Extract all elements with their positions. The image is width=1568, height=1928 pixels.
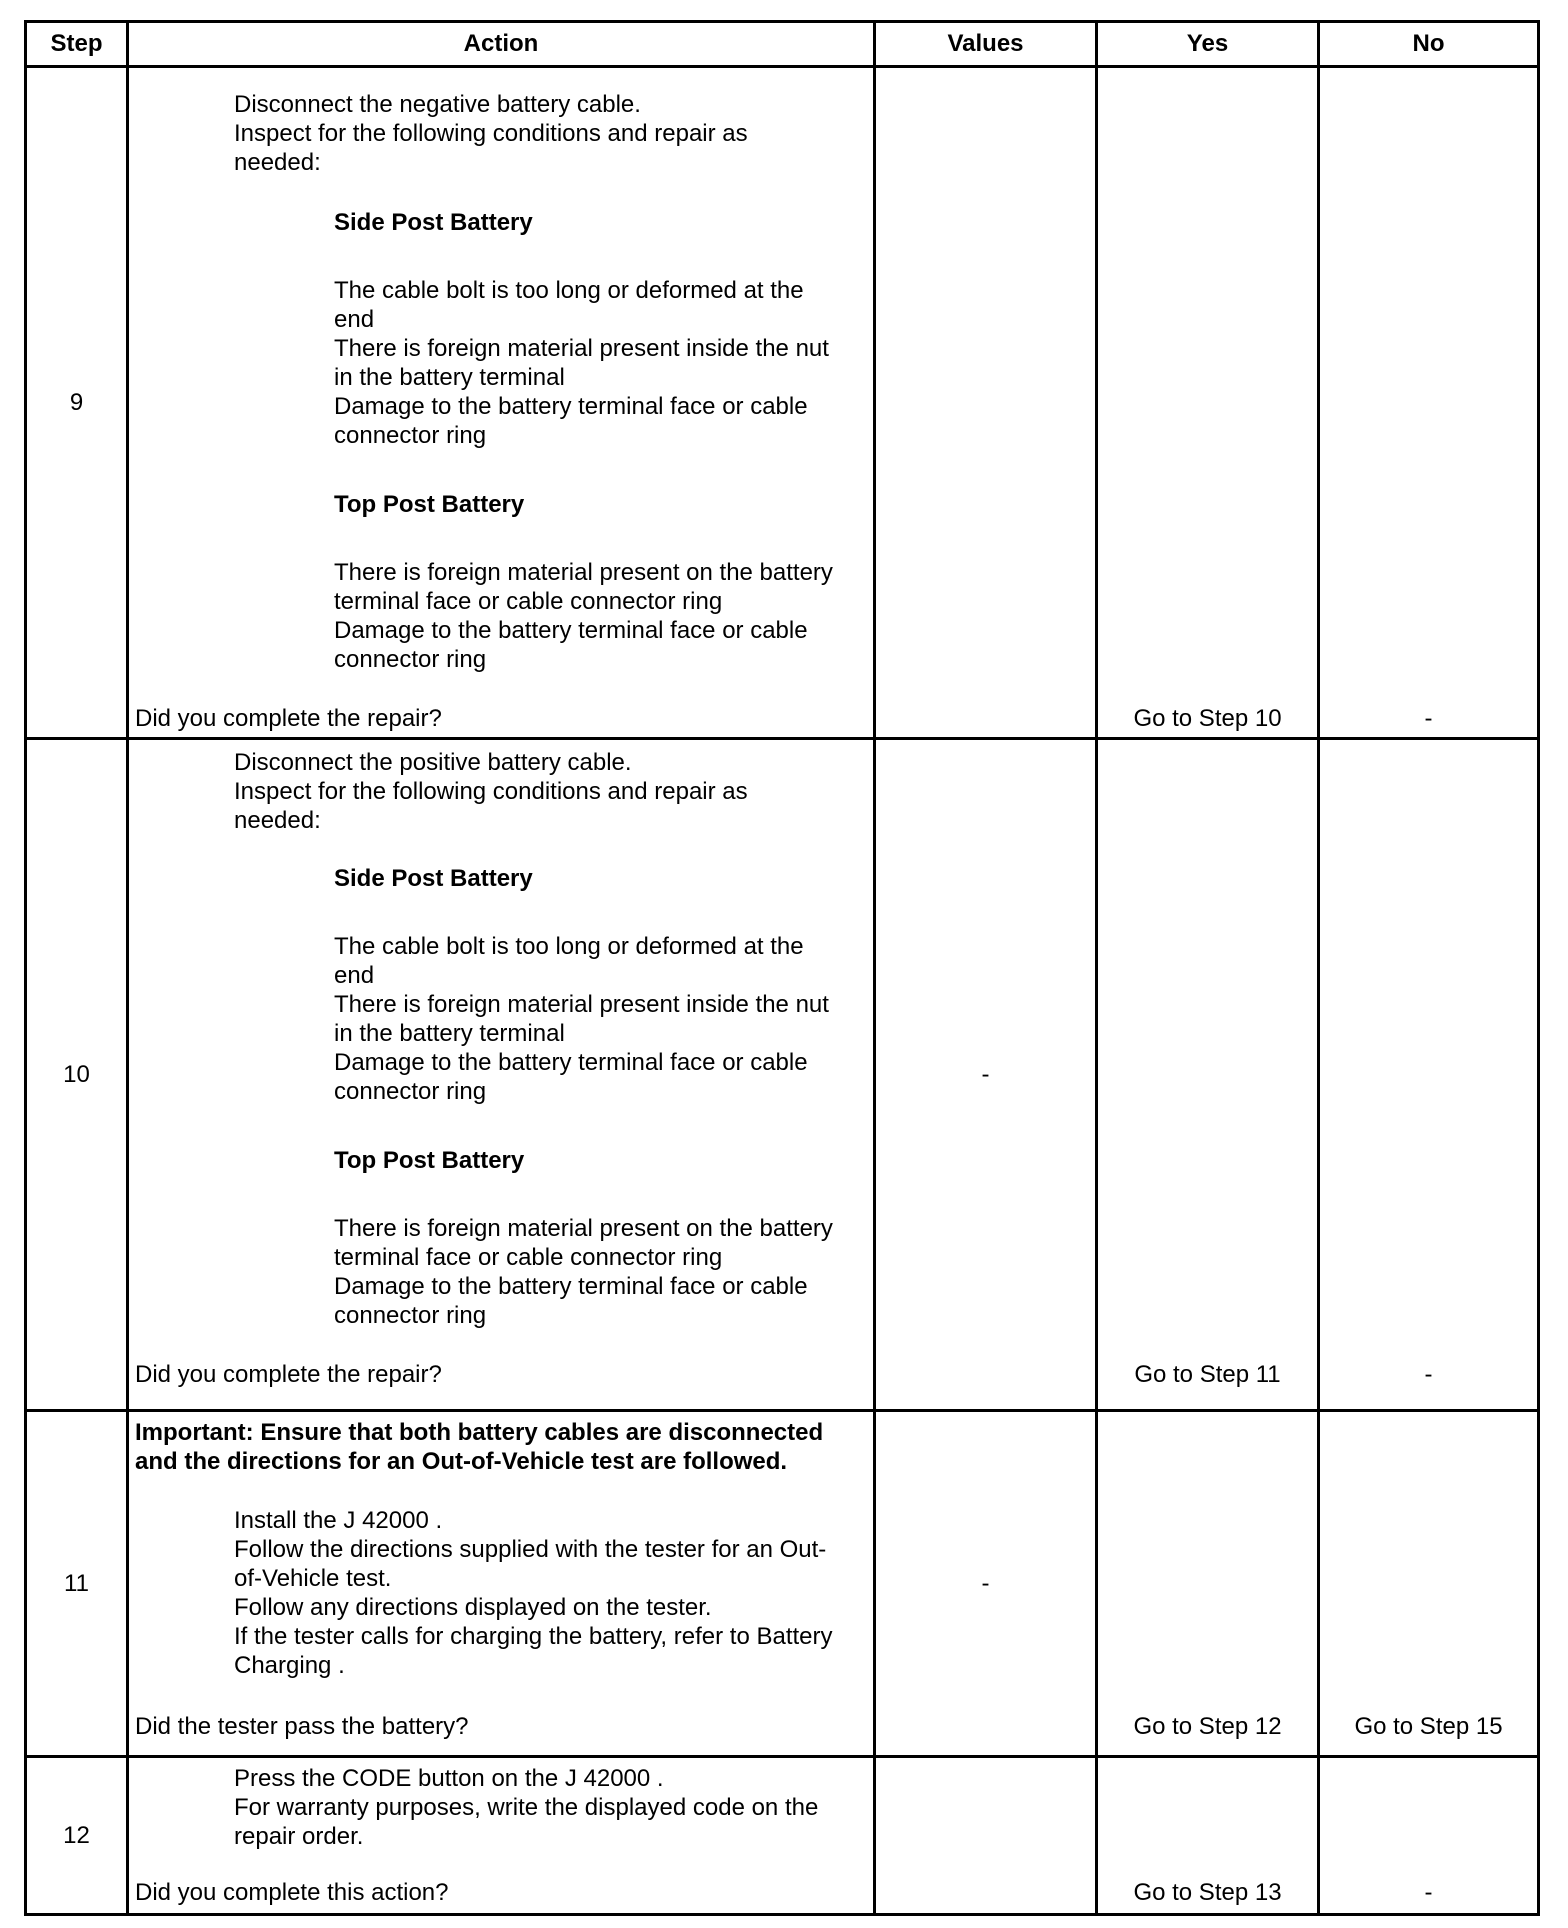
values-cell <box>876 1758 1098 1913</box>
table-header-row <box>27 23 1537 68</box>
table-row <box>27 1758 1537 1913</box>
condition-line: Damage to the battery terminal face or cable <box>334 1049 808 1076</box>
condition-line: in the battery terminal <box>334 364 565 391</box>
section-heading: Top Post Battery <box>334 491 525 518</box>
condition-line: end <box>334 306 375 333</box>
action-intro <box>234 90 748 177</box>
action-cell <box>129 68 876 737</box>
instruction-line: For warranty purposes, write the displayed code on the <box>234 1794 819 1821</box>
yes-action: Go to Step 12 <box>1133 1713 1282 1740</box>
condition-line: There is foreign material present on the battery <box>334 559 833 586</box>
condition-line: Damage to the battery terminal face or cable <box>334 617 808 644</box>
condition-line: Damage to the battery terminal face or cable <box>334 393 808 420</box>
instruction-line: Follow any directions displayed on the tester. <box>234 1594 712 1621</box>
instruction-line: repair order. <box>234 1823 364 1850</box>
important-line: Important: Ensure that both battery cables are disconnected <box>135 1419 824 1446</box>
step-number: 10 <box>27 740 129 1409</box>
condition-line: in the battery terminal <box>334 1020 565 1047</box>
condition-line: connector ring <box>334 1302 487 1329</box>
condition-list <box>334 932 829 1106</box>
header-values: Values <box>876 23 1098 65</box>
question: Did you complete the repair? <box>135 705 442 732</box>
question: Did the tester pass the battery? <box>135 1713 469 1740</box>
action-line: Disconnect the positive battery cable. <box>234 749 632 776</box>
step-number: 12 <box>27 1758 129 1913</box>
action-line: needed: <box>234 149 321 176</box>
condition-line: connector ring <box>334 646 487 673</box>
condition-line: The cable bolt is too long or deformed at the <box>334 933 804 960</box>
yes-cell <box>1098 1758 1320 1913</box>
header-step: Step <box>27 23 129 65</box>
no-action: - <box>1424 1879 1433 1906</box>
yes-cell <box>1098 68 1320 737</box>
values-cell: - <box>876 1412 1098 1755</box>
section-heading: Side Post Battery <box>334 865 533 892</box>
no-cell <box>1320 1758 1537 1913</box>
condition-line: terminal face or cable connector ring <box>334 1244 723 1271</box>
step-number: 11 <box>27 1412 129 1755</box>
no-action: - <box>1424 1361 1433 1388</box>
action-line: Inspect for the following conditions and repair as <box>234 778 748 805</box>
action-cell <box>129 1412 876 1755</box>
no-cell <box>1320 1412 1537 1755</box>
instruction-list <box>234 1506 833 1680</box>
condition-line: There is foreign material present inside the nut <box>334 335 829 362</box>
condition-list <box>334 558 833 674</box>
action-cell <box>129 1758 876 1913</box>
step-number: 9 <box>27 68 129 737</box>
yes-action: Go to Step 10 <box>1133 705 1282 732</box>
condition-list <box>334 1214 833 1330</box>
section-heading: Side Post Battery <box>334 209 533 236</box>
no-action: Go to Step 15 <box>1354 1713 1503 1740</box>
table-row <box>27 1412 1537 1758</box>
header-no: No <box>1412 30 1445 57</box>
table-row <box>27 740 1537 1412</box>
action-line: Inspect for the following conditions and repair as <box>234 120 748 147</box>
no-cell <box>1320 68 1537 737</box>
yes-action: Go to Step 11 <box>1134 1361 1281 1388</box>
diagnostic-table <box>24 20 1540 1916</box>
yes-cell <box>1098 1412 1320 1755</box>
instruction-line: Charging . <box>234 1652 345 1679</box>
table-row <box>27 68 1537 740</box>
important-line: and the directions for an Out-of-Vehicle test are followed. <box>135 1448 788 1475</box>
no-action: - <box>1424 705 1433 732</box>
question: Did you complete this action? <box>135 1879 449 1906</box>
values-cell <box>876 68 1098 737</box>
instruction-line: of-Vehicle test. <box>234 1565 392 1592</box>
action-line: Disconnect the negative battery cable. <box>234 91 641 118</box>
important-note <box>135 1418 823 1476</box>
condition-line: connector ring <box>334 1078 487 1105</box>
condition-line: Damage to the battery terminal face or cable <box>334 1273 808 1300</box>
condition-line: end <box>334 962 375 989</box>
action-intro <box>234 748 748 835</box>
instruction-line: If the tester calls for charging the battery, refer to Battery <box>234 1623 833 1650</box>
condition-line: terminal face or cable connector ring <box>334 588 723 615</box>
action-cell <box>129 740 876 1409</box>
condition-line: connector ring <box>334 422 487 449</box>
yes-cell <box>1098 740 1320 1409</box>
condition-line: There is foreign material present inside the nut <box>334 991 829 1018</box>
section-heading: Top Post Battery <box>334 1147 525 1174</box>
condition-list <box>334 276 829 450</box>
instruction-list <box>234 1764 818 1851</box>
question: Did you complete the repair? <box>135 1361 442 1388</box>
values-cell: - <box>876 740 1098 1409</box>
no-cell <box>1320 740 1537 1409</box>
header-action: Action <box>129 23 876 65</box>
instruction-line: Install the J 42000 . <box>234 1507 443 1534</box>
header-yes: Yes <box>1098 23 1320 65</box>
condition-line: The cable bolt is too long or deformed at the <box>334 277 804 304</box>
instruction-line: Press the CODE button on the J 42000 . <box>234 1765 664 1792</box>
condition-line: There is foreign material present on the battery <box>334 1215 833 1242</box>
action-line: needed: <box>234 807 321 834</box>
yes-action: Go to Step 13 <box>1133 1879 1282 1906</box>
instruction-line: Follow the directions supplied with the tester for an Out- <box>234 1536 827 1563</box>
